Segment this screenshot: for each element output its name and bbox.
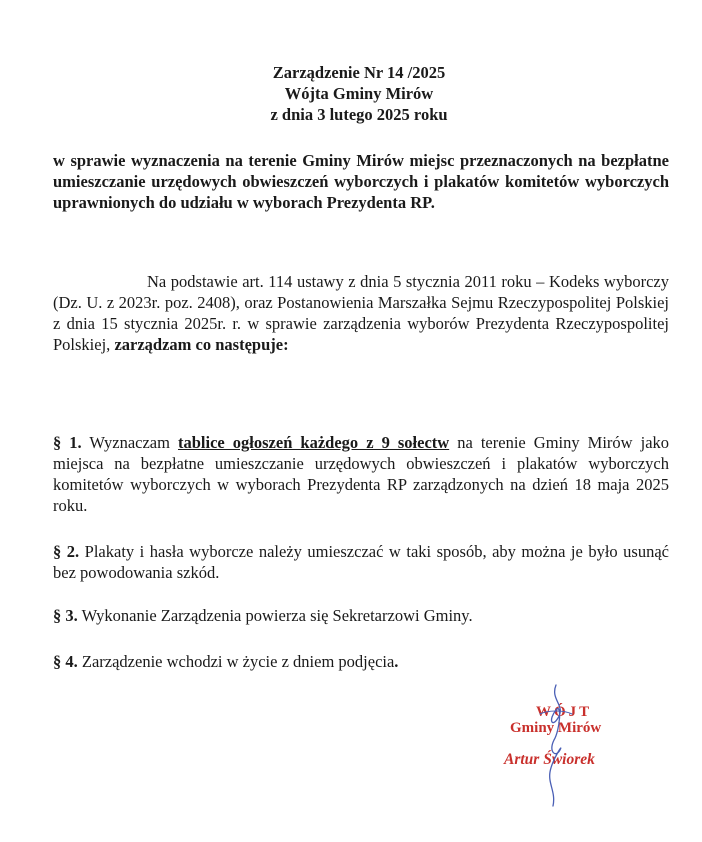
paragraph-text-before: Wyznaczam xyxy=(89,433,170,452)
decision-phrase: zarządzam co następuje: xyxy=(114,335,289,354)
paragraph-3 xyxy=(53,605,669,626)
legal-basis-text: Na podstawie art. 114 ustawy z dnia 5 stycznia 2011 roku – Kodeks wyborczy (Dz. U. z 2023r. poz. 2408), oraz Postanowienia Marszałka Sejmu Rzeczypospolitej Polskiej z dnia 15 stycznia 2025r. r. w sprawie zarządzenia wyborów Prezydenta Rzeczypospolitej Polskiej, xyxy=(53,272,669,354)
paragraph-end: . xyxy=(394,652,399,671)
paragraph-sign: § 3. xyxy=(53,606,78,625)
paragraph-sign: § 2. xyxy=(53,542,80,561)
handwritten-signature xyxy=(526,680,586,810)
order-number: Zarządzenie Nr 14 /2025 xyxy=(272,63,446,82)
paragraph-text: Zarządzenie wchodzi w życie z dniem podjęcia xyxy=(81,652,395,671)
legal-basis xyxy=(53,271,669,355)
order-subject: w sprawie wyznaczenia na terenie Gminy Mirów miejsc przeznaczonych na bezpłatne umieszczanie urzędowych obwieszczeń wyborczych i plakatów komitetów wyborczych uprawnionych do udziału w wyborach Prezydenta RP. xyxy=(53,151,669,212)
paragraph-text: Wykonanie Zarządzenia powierza się Sekretarzowi Gminy. xyxy=(81,606,473,625)
paragraph-text-after: na terenie Gminy Mirów jako miejsca na bezpłatne umieszczanie urzędowych obwieszczeń i plakatów wyborczych komitetów wyborczych w wyborach Prezydenta RP zarządzonych na dzień 18 maja 2025 roku. xyxy=(53,433,670,515)
paragraph-4 xyxy=(53,651,669,672)
paragraph-sign: § 4. xyxy=(53,652,78,671)
paragraph-sign: § 1. xyxy=(53,433,82,452)
paragraph-text: Plakaty i hasła wyborcze należy umieszczać w taki sposób, aby można je było usunąć bez powodowania szkód. xyxy=(53,542,670,582)
paragraph-1 xyxy=(53,432,669,516)
stamp-title: WÓJT xyxy=(536,704,593,720)
issuer: Wójta Gminy Mirów xyxy=(284,84,434,103)
underlined-phrase: tablice ogłoszeń każdego z 9 sołectw xyxy=(178,433,450,452)
order-date: z dnia 3 lutego 2025 roku xyxy=(270,105,448,124)
paragraph-2 xyxy=(53,541,669,583)
stamp-name: Artur Świorek xyxy=(504,751,595,768)
document-header xyxy=(0,62,702,125)
stamp-office: Gminy Mirów xyxy=(510,720,602,736)
